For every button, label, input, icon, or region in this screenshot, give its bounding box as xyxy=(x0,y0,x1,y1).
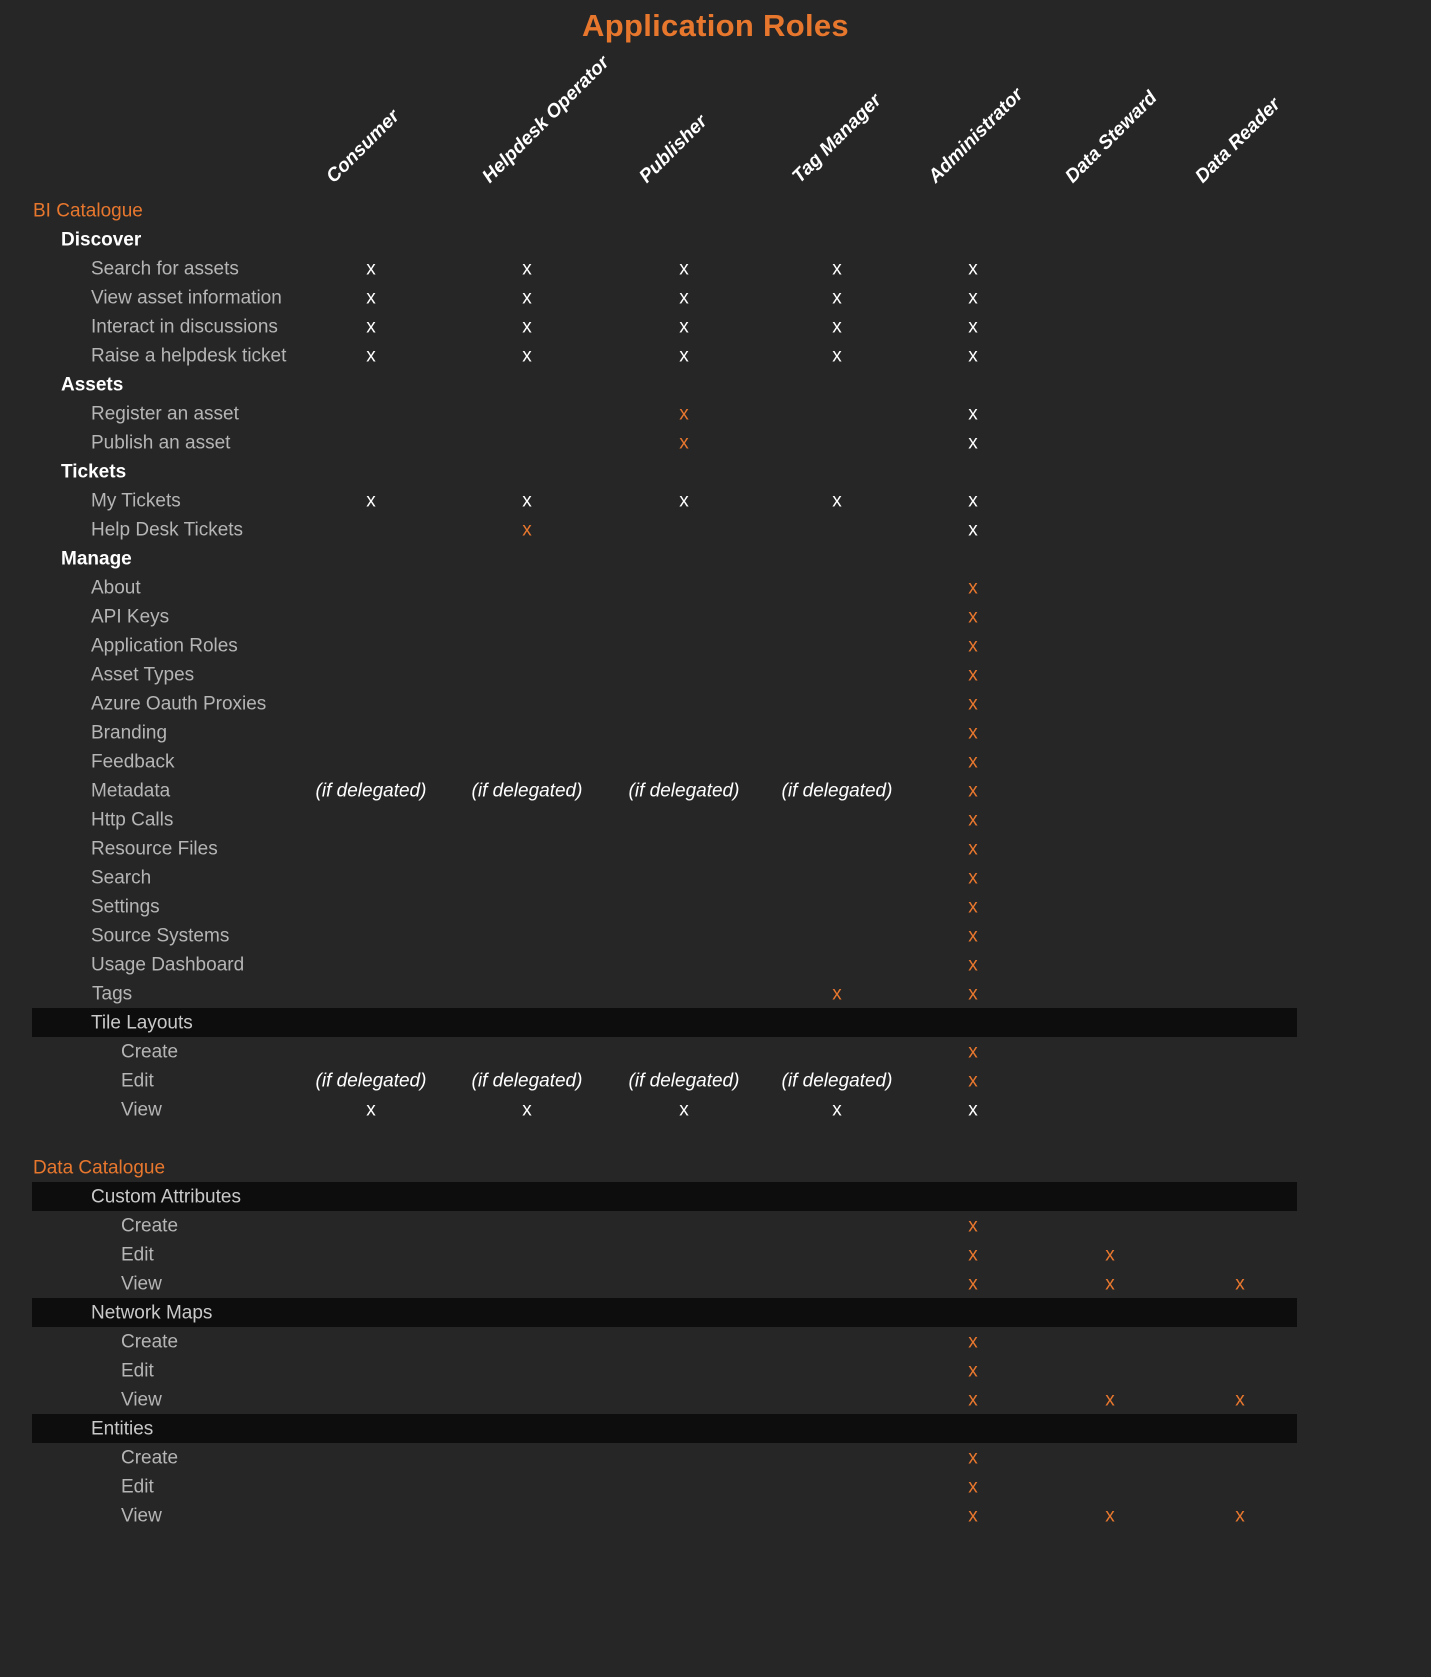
cell-check-mark: x xyxy=(832,258,842,279)
table-row xyxy=(0,921,1431,950)
table-row xyxy=(0,776,1431,805)
cell-check-mark: x xyxy=(968,1389,978,1410)
cell-check-mark: x xyxy=(366,258,376,279)
table-row xyxy=(0,863,1431,892)
cell-check-mark: x xyxy=(522,519,532,540)
row-label: Resource Files xyxy=(91,838,218,859)
table-row xyxy=(0,544,1431,573)
row-label: Tickets xyxy=(61,461,127,482)
table-row xyxy=(0,1414,1431,1443)
row-spacer xyxy=(0,1124,1431,1153)
cell-check-mark: x xyxy=(366,345,376,366)
table-row xyxy=(0,1240,1431,1269)
cell-check-mark: x xyxy=(968,983,978,1004)
cell-check-mark: x xyxy=(968,780,978,801)
cell-check-mark: x xyxy=(366,316,376,337)
row-label: Azure Oauth Proxies xyxy=(91,693,267,714)
row-label: Publish an asset xyxy=(91,432,231,453)
row-label: Discover xyxy=(61,229,142,250)
row-label: Raise a helpdesk ticket xyxy=(91,345,287,366)
cell-check-mark: x xyxy=(968,345,978,366)
column-header-data-steward: Data Steward xyxy=(1061,87,1162,188)
cell-check-mark: x xyxy=(968,1070,978,1091)
cell-check-mark: x xyxy=(968,1505,978,1526)
cell-note: (if delegated) xyxy=(628,780,740,801)
table-row xyxy=(0,834,1431,863)
table-row xyxy=(0,196,1431,225)
cell-check-mark: x xyxy=(832,490,842,511)
cell-check-mark: x xyxy=(522,490,532,511)
column-header-group xyxy=(0,0,1431,200)
row-label: Tile Layouts xyxy=(91,1012,193,1033)
row-label: Network Maps xyxy=(91,1302,213,1323)
cell-check-mark: x xyxy=(968,316,978,337)
cell-check-mark: x xyxy=(968,403,978,424)
cell-check-mark: x xyxy=(968,1476,978,1497)
row-label: Feedback xyxy=(91,751,175,772)
table-row xyxy=(0,747,1431,776)
cell-check-mark: x xyxy=(968,664,978,685)
table-row xyxy=(0,602,1431,631)
cell-check-mark: x xyxy=(968,838,978,859)
table-row xyxy=(0,312,1431,341)
table-row xyxy=(0,1356,1431,1385)
table-row xyxy=(0,892,1431,921)
row-label: Edit xyxy=(121,1244,154,1265)
cell-check-mark: x xyxy=(522,316,532,337)
table-row xyxy=(0,660,1431,689)
row-label: Manage xyxy=(61,548,132,569)
row-label: Interact in discussions xyxy=(91,316,278,337)
row-label: Source Systems xyxy=(91,925,230,946)
table-row xyxy=(0,254,1431,283)
row-label: API Keys xyxy=(91,606,170,627)
cell-check-mark: x xyxy=(1235,1505,1245,1526)
cell-check-mark: x xyxy=(1105,1244,1115,1265)
cell-check-mark: x xyxy=(679,287,689,308)
table-row xyxy=(0,457,1431,486)
table-row xyxy=(0,718,1431,747)
row-label: Register an asset xyxy=(91,403,239,424)
table-row xyxy=(0,1066,1431,1095)
cell-check-mark: x xyxy=(968,635,978,656)
table-row xyxy=(0,515,1431,544)
cell-check-mark: x xyxy=(1235,1389,1245,1410)
row-label: BI Catalogue xyxy=(33,200,143,221)
row-highlight-band xyxy=(32,1298,1297,1327)
cell-note: (if delegated) xyxy=(315,1070,427,1091)
table-row xyxy=(0,1472,1431,1501)
row-label: Create xyxy=(121,1447,179,1468)
table-row xyxy=(0,428,1431,457)
table-row xyxy=(0,573,1431,602)
cell-check-mark: x xyxy=(968,1099,978,1120)
row-label: Create xyxy=(121,1041,179,1062)
cell-check-mark: x xyxy=(968,287,978,308)
row-label: Http Calls xyxy=(91,809,174,830)
cell-check-mark: x xyxy=(366,490,376,511)
cell-check-mark: x xyxy=(968,809,978,830)
cell-check-mark: x xyxy=(366,287,376,308)
cell-check-mark: x xyxy=(522,345,532,366)
row-label: Edit xyxy=(121,1476,154,1497)
cell-check-mark: x xyxy=(679,490,689,511)
cell-check-mark: x xyxy=(1105,1389,1115,1410)
page-title: Application Roles xyxy=(582,8,849,43)
cell-check-mark: x xyxy=(832,1099,842,1120)
cell-check-mark: x xyxy=(832,287,842,308)
cell-check-mark: x xyxy=(679,316,689,337)
row-label: View xyxy=(121,1505,162,1526)
cell-check-mark: x xyxy=(968,432,978,453)
row-highlight-band xyxy=(32,1008,1297,1037)
row-label: Create xyxy=(121,1331,179,1352)
cell-check-mark: x xyxy=(1105,1505,1115,1526)
column-header-publisher: Publisher xyxy=(635,111,712,188)
cell-check-mark: x xyxy=(968,1273,978,1294)
row-label: Settings xyxy=(91,896,160,917)
table-row xyxy=(0,225,1431,254)
cell-note: (if delegated) xyxy=(781,1070,893,1091)
column-header-tag-manager: Tag Manager xyxy=(788,90,886,188)
row-label: About xyxy=(91,577,141,598)
cell-check-mark: x xyxy=(968,896,978,917)
cell-check-mark: x xyxy=(679,1099,689,1120)
cell-check-mark: x xyxy=(968,490,978,511)
cell-check-mark: x xyxy=(1105,1273,1115,1294)
row-label: Usage Dashboard xyxy=(91,954,245,975)
cell-check-mark: x xyxy=(968,1360,978,1381)
table-row xyxy=(0,1298,1431,1327)
row-label: Custom Attributes xyxy=(91,1186,241,1207)
cell-note: (if delegated) xyxy=(471,1070,583,1091)
row-label: View xyxy=(121,1099,162,1120)
cell-check-mark: x xyxy=(968,1041,978,1062)
row-label: Search xyxy=(91,867,152,888)
cell-check-mark: x xyxy=(522,258,532,279)
row-label: Metadata xyxy=(91,780,171,801)
cell-check-mark: x xyxy=(679,403,689,424)
table-row xyxy=(0,805,1431,834)
cell-check-mark: x xyxy=(522,1099,532,1120)
row-label: Help Desk Tickets xyxy=(91,519,244,540)
cell-check-mark: x xyxy=(832,345,842,366)
table-row xyxy=(0,631,1431,660)
cell-check-mark: x xyxy=(832,316,842,337)
table-row xyxy=(0,1501,1431,1530)
table-row xyxy=(0,950,1431,979)
row-label: Search for assets xyxy=(91,258,239,279)
cell-check-mark: x xyxy=(968,258,978,279)
cell-check-mark: x xyxy=(679,258,689,279)
cell-check-mark: x xyxy=(366,1099,376,1120)
row-label: Edit xyxy=(121,1070,154,1091)
cell-check-mark: x xyxy=(679,432,689,453)
table-row xyxy=(0,341,1431,370)
cell-check-mark: x xyxy=(522,287,532,308)
table-row xyxy=(0,1008,1431,1037)
column-header-data-reader: Data Reader xyxy=(1191,94,1285,188)
cell-note: (if delegated) xyxy=(628,1070,740,1091)
row-label: Tags xyxy=(92,983,133,1004)
cell-check-mark: x xyxy=(832,983,842,1004)
row-label: View xyxy=(121,1273,162,1294)
table-row xyxy=(0,1327,1431,1356)
row-label: Application Roles xyxy=(91,635,238,656)
table-row xyxy=(0,1443,1431,1472)
row-label: View xyxy=(121,1389,162,1410)
row-label: Asset Types xyxy=(91,664,195,685)
row-label: My Tickets xyxy=(91,490,181,511)
column-header-administrator: Administrator xyxy=(924,84,1028,188)
cell-check-mark: x xyxy=(968,722,978,743)
cell-check-mark: x xyxy=(968,1447,978,1468)
table-row xyxy=(0,1095,1431,1124)
cell-note: (if delegated) xyxy=(315,780,427,801)
row-label: Create xyxy=(121,1215,179,1236)
cell-note: (if delegated) xyxy=(471,780,583,801)
cell-note: (if delegated) xyxy=(781,780,893,801)
roles-matrix xyxy=(0,196,1431,1530)
row-highlight-band xyxy=(32,1414,1297,1443)
cell-check-mark: x xyxy=(968,1215,978,1236)
column-header-consumer: Consumer xyxy=(322,105,404,188)
cell-check-mark: x xyxy=(968,519,978,540)
table-row xyxy=(0,1385,1431,1414)
cell-check-mark: x xyxy=(968,693,978,714)
table-row xyxy=(0,370,1431,399)
cell-check-mark: x xyxy=(968,867,978,888)
row-label: Entities xyxy=(91,1418,154,1439)
cell-check-mark: x xyxy=(968,577,978,598)
row-label: Data Catalogue xyxy=(33,1157,166,1178)
cell-check-mark: x xyxy=(679,345,689,366)
row-label: View asset information xyxy=(91,287,282,308)
table-row xyxy=(0,486,1431,515)
cell-check-mark: x xyxy=(968,1331,978,1352)
table-row xyxy=(0,979,1431,1008)
row-label: Edit xyxy=(121,1360,154,1381)
row-label: Assets xyxy=(61,374,124,395)
table-row xyxy=(0,283,1431,312)
table-row xyxy=(0,1211,1431,1240)
table-row xyxy=(0,1153,1431,1182)
column-header-helpdesk-operator: Helpdesk Operator xyxy=(478,52,614,188)
cell-check-mark: x xyxy=(968,751,978,772)
table-row xyxy=(0,1182,1431,1211)
cell-check-mark: x xyxy=(968,1244,978,1265)
table-row xyxy=(0,1269,1431,1298)
cell-check-mark: x xyxy=(968,606,978,627)
cell-check-mark: x xyxy=(1235,1273,1245,1294)
table-row xyxy=(0,689,1431,718)
row-label: Branding xyxy=(91,722,168,743)
cell-check-mark: x xyxy=(968,954,978,975)
cell-check-mark: x xyxy=(968,925,978,946)
table-row xyxy=(0,1037,1431,1066)
table-row xyxy=(0,399,1431,428)
